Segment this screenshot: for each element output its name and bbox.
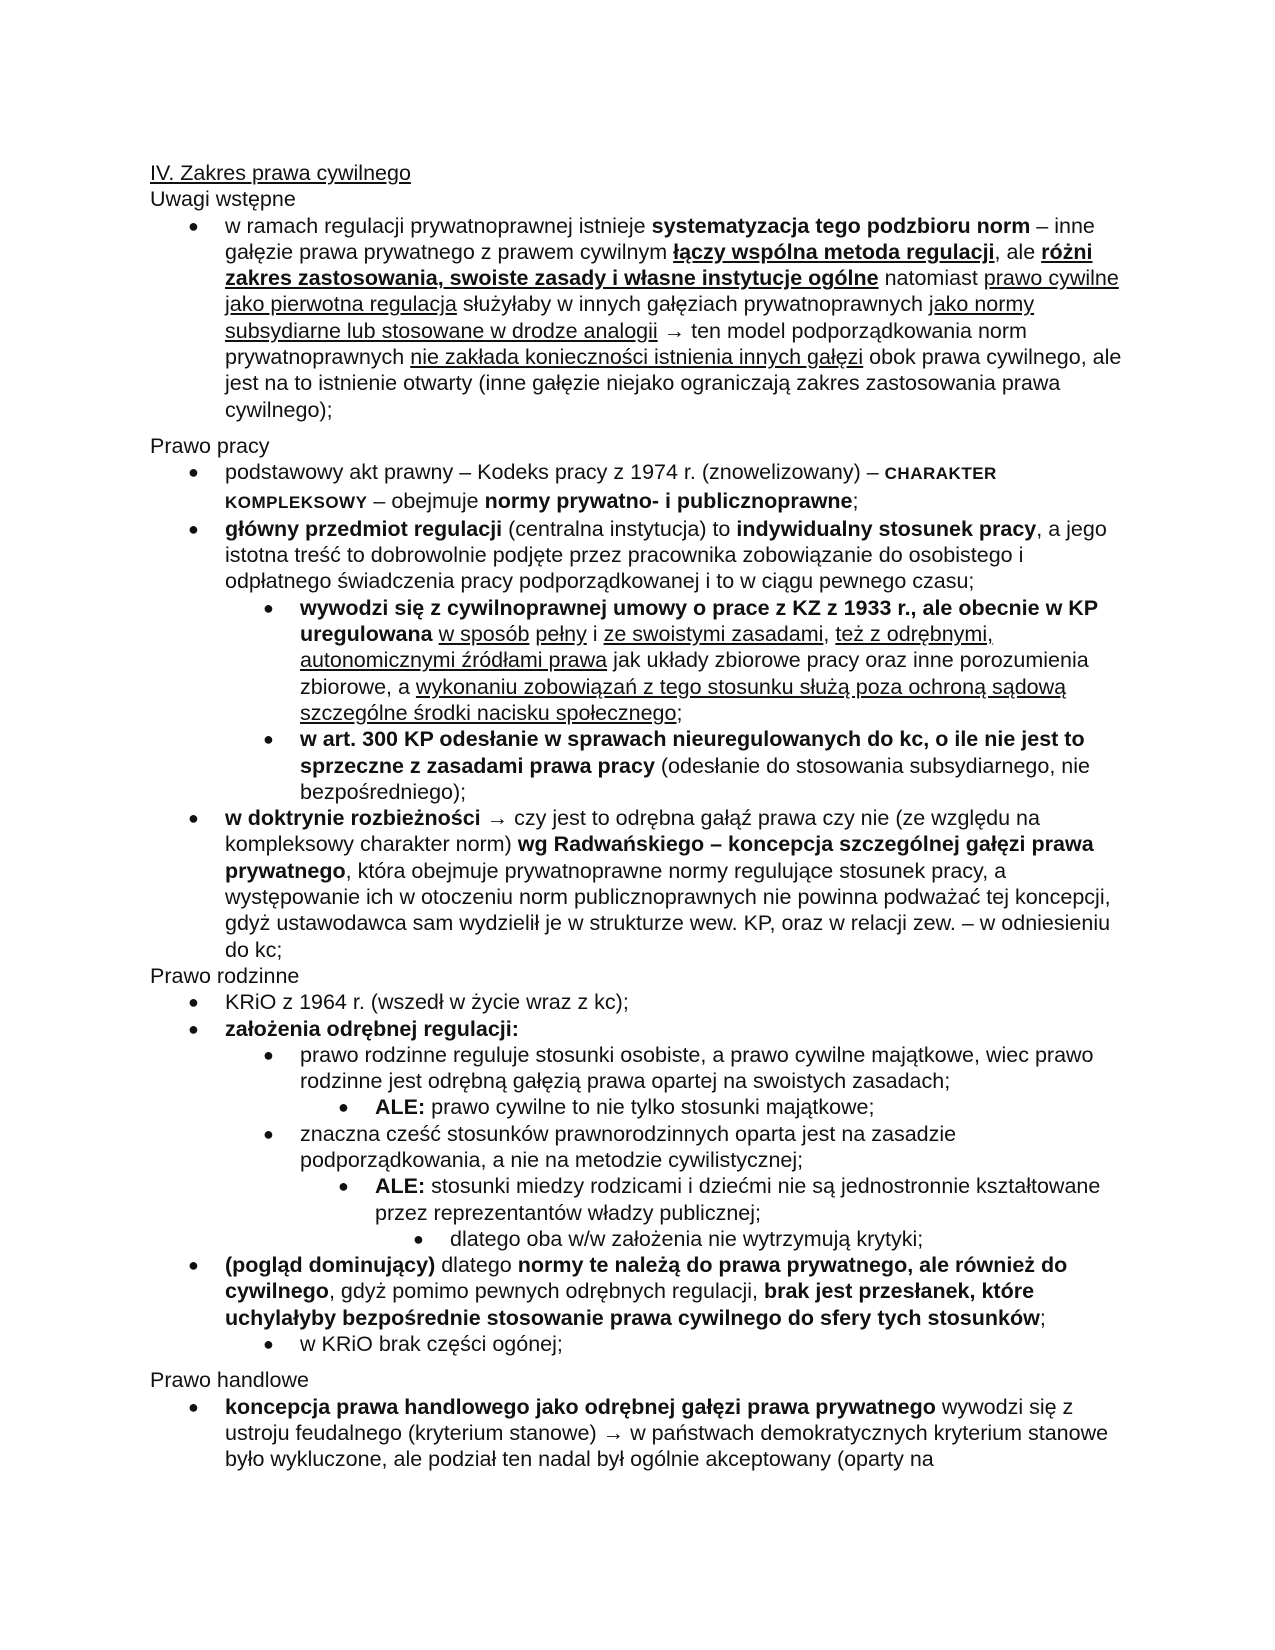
list-item: ● dlatego oba w/w założenia nie wytrzymują krytyki; <box>413 1226 924 1251</box>
list-item: ● ALE: stosunki miedzy rodzicami i dziećmi nie są jednostronnie kształtowane przez reprezentantów władzy publicznej; <box>338 1174 1101 1225</box>
bullet-icon: ● <box>188 215 199 236</box>
bullet-icon: ● <box>338 1176 349 1197</box>
list-item: ● podstawowy akt prawny – Kodeks pracy z 1974 r. (znowelizowany) – CHARAKTER KOMPLEKSOWY – obejmuje normy prywatno- i publicznoprawne; <box>188 460 997 513</box>
page-title: IV. Zakres prawa cywilnego <box>150 161 411 185</box>
bullet-icon: ● <box>338 1097 349 1118</box>
bullet-icon: ● <box>263 597 274 618</box>
bullet-icon: ● <box>188 992 199 1013</box>
bullet-icon: ● <box>263 1123 274 1144</box>
list-item: ● w art. 300 KP odesłanie w sprawach nieuregulowanych do kc, o ile nie jest to sprzeczne z zasadami prawa pracy (odesłanie do stosowania subsydiarnego, nie bezpośredniego); <box>263 727 1090 804</box>
section-heading-praca: Prawo pracy <box>150 433 270 458</box>
list-item: ● znaczna cześć stosunków prawnorodzinnych oparta jest na zasadzie podporządkowania, a nie na metodzie cywilistycznej; <box>263 1121 957 1172</box>
list-item: ● w doktrynie rozbieżności → czy jest to odrębna gałąź prawa czy nie (ze względu na kompleksowy charakter norm) wg Radwańskiego – koncepcja szczególnej gałęzi prawa prywatnego, która obejmuje prywatnoprawne normy regulujące stosunek pracy, a występowanie ich w otoczeniu norm publicznoprawnych nie powinna podważać tej koncepcji, gdyż ustawodawca sam wydzielił je w strukturze wew. KP, oraz w relacji zew. – w odniesieniu do kc; <box>188 806 1111 962</box>
bullet-icon: ● <box>188 518 199 539</box>
handlowe-list <box>150 1394 1135 1473</box>
bullet-icon: ● <box>263 1044 274 1065</box>
bullet-icon: ● <box>188 1255 199 1276</box>
section-heading-uwagi: Uwagi wstępne <box>150 187 296 212</box>
list-item: ● prawo rodzinne reguluje stosunki osobiste, a prawo cywilne majątkowe, wiec prawo rodzinne jest odrębną gałęzią prawa opartej na swoistych zasadach; <box>263 1042 1094 1094</box>
list-item: ● w KRiO brak części ogónej; <box>263 1332 563 1357</box>
bullet-icon: ● <box>188 1396 199 1417</box>
document-page <box>150 160 1135 1473</box>
section-heading-handlowe: Prawo handlowe <box>150 1368 309 1393</box>
list-item: ● ALE: prawo cywilne to nie tylko stosunki majątkowe; <box>338 1095 875 1120</box>
bullet-icon: ● <box>413 1228 424 1249</box>
list-item: ● główny przedmiot regulacji (centralna instytucja) to indywidualny stosunek pracy, a jego istotna treść to dobrowolnie podjęte przez pracownika zobowiązanie do osobistego i odpłatnego świadczenia pracy podporządkowanej i to w ciągu pewnego czasu; <box>188 516 1107 594</box>
list-item: ● KRiO z 1964 r. (wszedł w życie wraz z kc); <box>188 990 629 1015</box>
rodzinne-list <box>150 989 1135 1357</box>
bullet-icon: ● <box>188 808 199 829</box>
list-item: ● wywodzi się z cywilnoprawnej umowy o prace z KZ z 1933 r., ale obecnie w KP uregulowana w sposób pełny i ze swoistymi zasadami, też z odrębnymi, autonomicznymi źródłami prawa jak układy zbiorowe pracy oraz inne porozumienia zbiorowe, a wykonaniu zobowiązań z tego stosunku służą poza ochroną sądową szczególne środki nacisku społecznego; <box>263 595 1098 725</box>
list-item: ● w ramach regulacji prywatnoprawnej istnieje systematyzacja tego podzbioru norm – inne gałęzie prawa prywatnego z prawem cywilnym łączy wspólna metoda regulacji, ale różni zakres zastosowania, swoiste zasady i własne instytucje ogólne natomiast prawo cywilne jako pierwotna regulacja służyłaby w innych gałęziach prywatnoprawnych jako normy subsydiarne lub stosowane w drodze analogii → ten model podporządkowania norm prywatnoprawnych nie zakłada konieczności istnienia innych gałęzi obok prawa cywilnego, ale jest na to istnienie otwarty (inne gałęzie niejako ograniczają zakres zastosowania prawa cywilnego); <box>188 213 1122 422</box>
praca-list <box>150 459 1135 963</box>
list-item: ● założenia odrębnej regulacji: <box>188 1016 519 1041</box>
bullet-icon: ● <box>263 729 274 750</box>
section-heading-rodzinne: Prawo rodzinne <box>150 963 300 988</box>
list-item: ● (pogląd dominujący) dlatego normy te należą do prawa prywatnego, ale również do cywilnego, gdyż pomimo pewnych odrębnych regulacji, brak jest przesłanek, które uchylałyby bezpośrednie stosowanie prawa cywilnego do sfery tych stosunków; <box>188 1253 1068 1330</box>
bullet-icon: ● <box>188 1018 199 1039</box>
bullet-icon: ● <box>263 1334 274 1355</box>
bullet-icon: ● <box>188 462 199 483</box>
uwagi-list <box>150 213 1135 423</box>
list-item: ● koncepcja prawa handlowego jako odrębnej gałęzi prawa prywatnego wywodzi się z ustroju feudalnego (kryterium stanowe) → w państwach demokratycznych kryterium stanowe było wykluczone, ale podział ten nadal był ogólnie akceptowany (oparty na <box>188 1394 1109 1472</box>
